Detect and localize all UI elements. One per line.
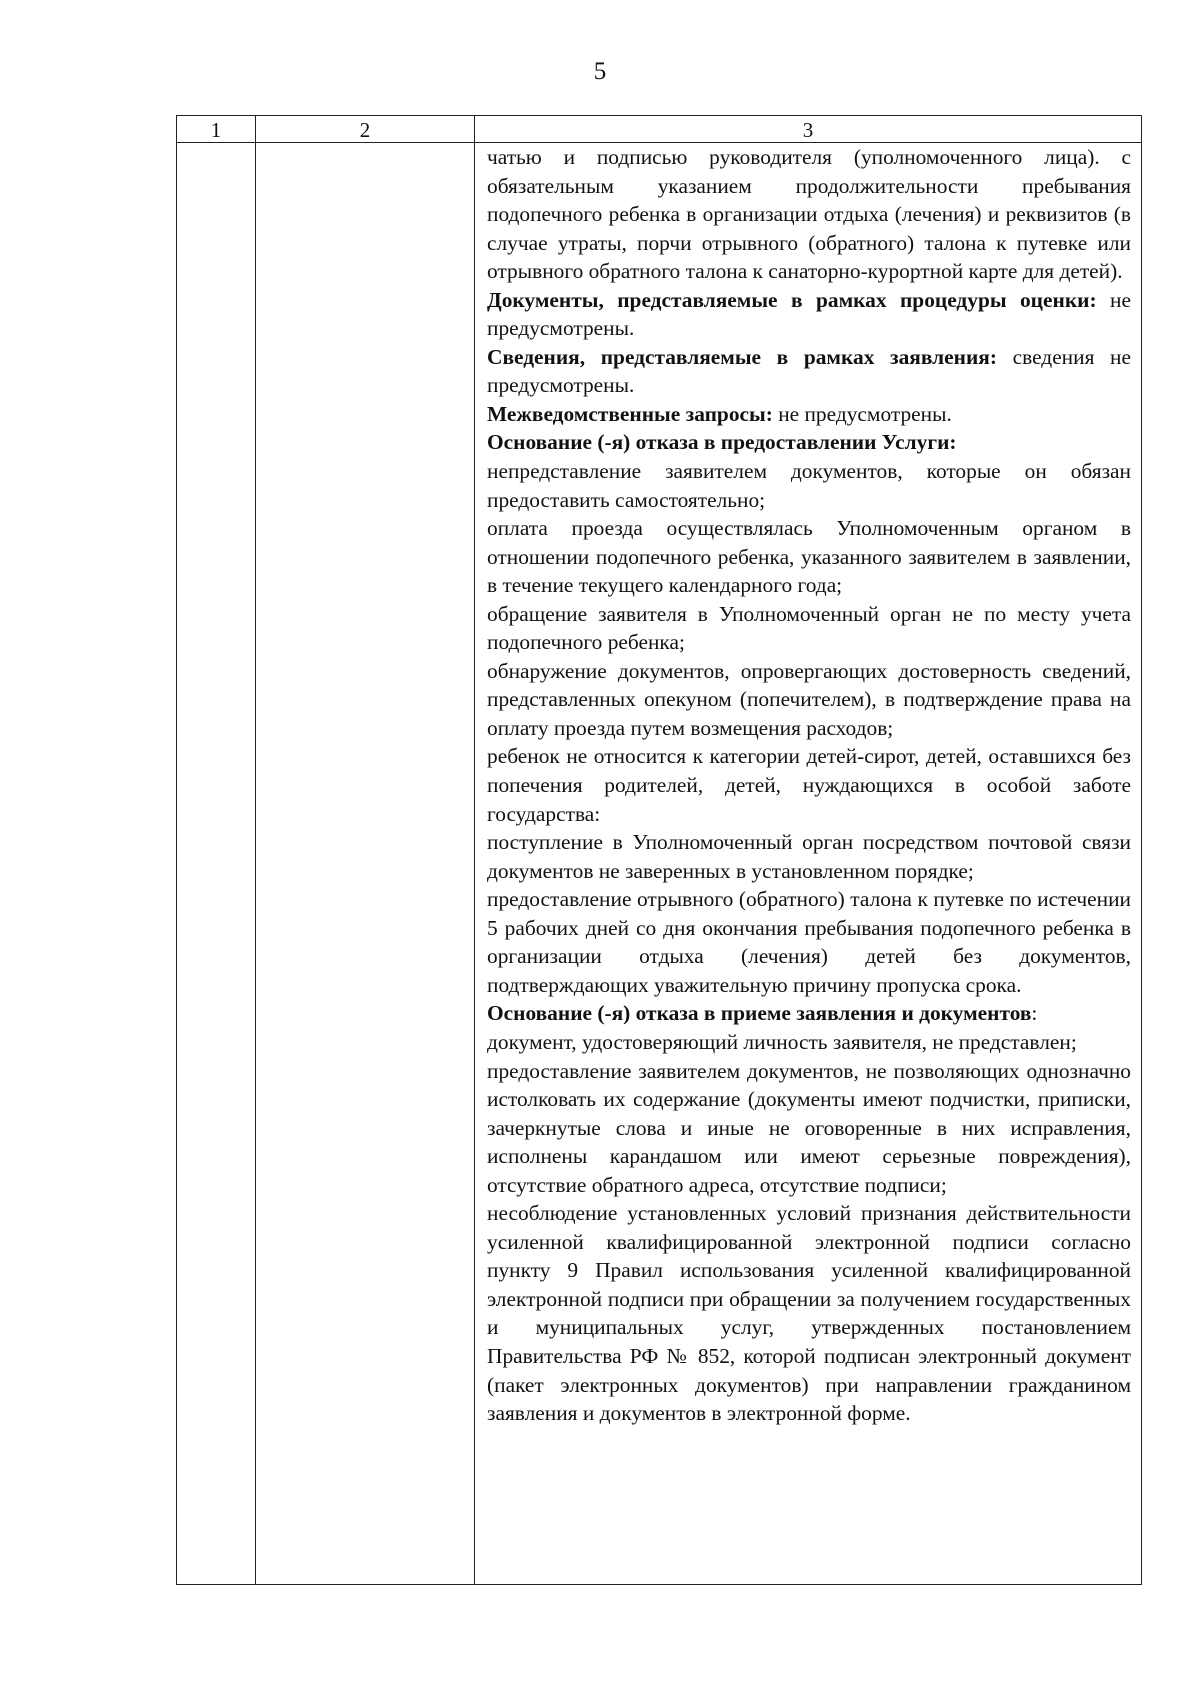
- column-header-1: 1: [177, 116, 256, 143]
- requests-paragraph: [487, 400, 1131, 429]
- documents-paragraph: [487, 286, 1131, 343]
- cell-column-2: [256, 143, 475, 1585]
- intro-paragraph: чатью и подписью руководителя (уполномоченного лица). с обязательным указанием продолжительности пребывания подопечного ребенка в организации отдыха (лечения) и реквизитов (в случае утраты, порчи отрывного (обратного) талона к путевке или отрывного обратного талона к санаторно-курортной карте для детей).: [487, 145, 1131, 284]
- list-item: ребенок не относится к категории детей-сирот, детей, оставшихся без попечения родителей, детей, нуждающихся в особой заботе государства:: [487, 744, 1131, 826]
- list-item: непредставление заявителем документов, которые он обязан предоставить самостоятельно;: [487, 459, 1131, 512]
- requests-value: не предусмотрены.: [772, 401, 952, 426]
- cell-column-3: [475, 143, 1142, 1585]
- refusal-service-label: Основание (-я) отказа в предоставлении Услуги:: [487, 430, 957, 455]
- information-value: сведения не предусмотрены.: [487, 344, 1131, 398]
- list-item: оплата проезда осуществлялась Уполномоченным органом в отношении подопечного ребенка, указанного заявителем в заявлении, в течение текущего календарного года;: [487, 516, 1131, 598]
- list-item: предоставление отрывного (обратного) талона к путевке по истечении 5 рабочих дней со дня окончания пребывания подопечного ребенка в организации отдыха (лечения) детей без документов, подтверждающих уважительную причину пропуска срока.: [487, 887, 1131, 997]
- table-header-row: [177, 116, 1142, 143]
- list-item: несоблюдение установленных условий признания действительности усиленной квалифицированной электронной подписи согласно пункту 9 Правил использования усиленной квалифицированной электронной подписи при обращении за получением государственных и муниципальных услуг, утвержденных постановлением Правительства РФ № 852, которой подписан электронный документ (пакет электронных документов) при направлении гражданином заявления и документов в электронной форме.: [487, 1201, 1131, 1426]
- content-text: [475, 143, 1141, 1432]
- page-number: 5: [593, 58, 607, 85]
- document-table: [176, 115, 1142, 1585]
- requests-label: Межведомственные запросы:: [487, 401, 773, 426]
- refusal-accept-colon: :: [1031, 1001, 1038, 1026]
- cell-column-1: [177, 143, 256, 1585]
- list-item: документ, удостоверяющий личность заявителя, не представлен;: [487, 1029, 1077, 1054]
- list-item: предоставление заявителем документов, не позволяющих однозначно истолковать их содержание (документы имеют подчистки, приписки, зачеркнутые слова и иные не оговоренные в них исправления, исполнены карандашом или имеют серьезные повреждения), отсутствие обратного адреса, отсутствие подписи;: [487, 1058, 1131, 1197]
- information-label: Сведения, представляемые в рамках заявления:: [487, 344, 997, 369]
- refusal-accept-label: Основание (-я) отказа в приеме заявления и документов: [487, 1001, 1032, 1026]
- list-item: обнаружение документов, опровергающих достоверность сведений, представленных опекуном (попечителем), в подтверждение права на оплату проезда путем возмещения расходов;: [487, 658, 1131, 740]
- list-item: поступление в Уполномоченный орган посредством почтовой связи документов не заверенных в установленном порядке;: [487, 830, 1131, 883]
- refusal-accept-heading: [487, 999, 1131, 1028]
- column-header-3: 3: [475, 116, 1142, 143]
- refusal-service-heading: [487, 428, 1131, 457]
- documents-label: Документы, представляемые в рамках процедуры оценки:: [487, 287, 1097, 312]
- list-item: обращение заявителя в Уполномоченный орган не по месту учета подопечного ребенка;: [487, 601, 1131, 655]
- table-row: [177, 143, 1142, 1585]
- column-header-2: 2: [256, 116, 475, 143]
- information-paragraph: [487, 343, 1131, 400]
- documents-value: не предусмотрены.: [487, 287, 1131, 341]
